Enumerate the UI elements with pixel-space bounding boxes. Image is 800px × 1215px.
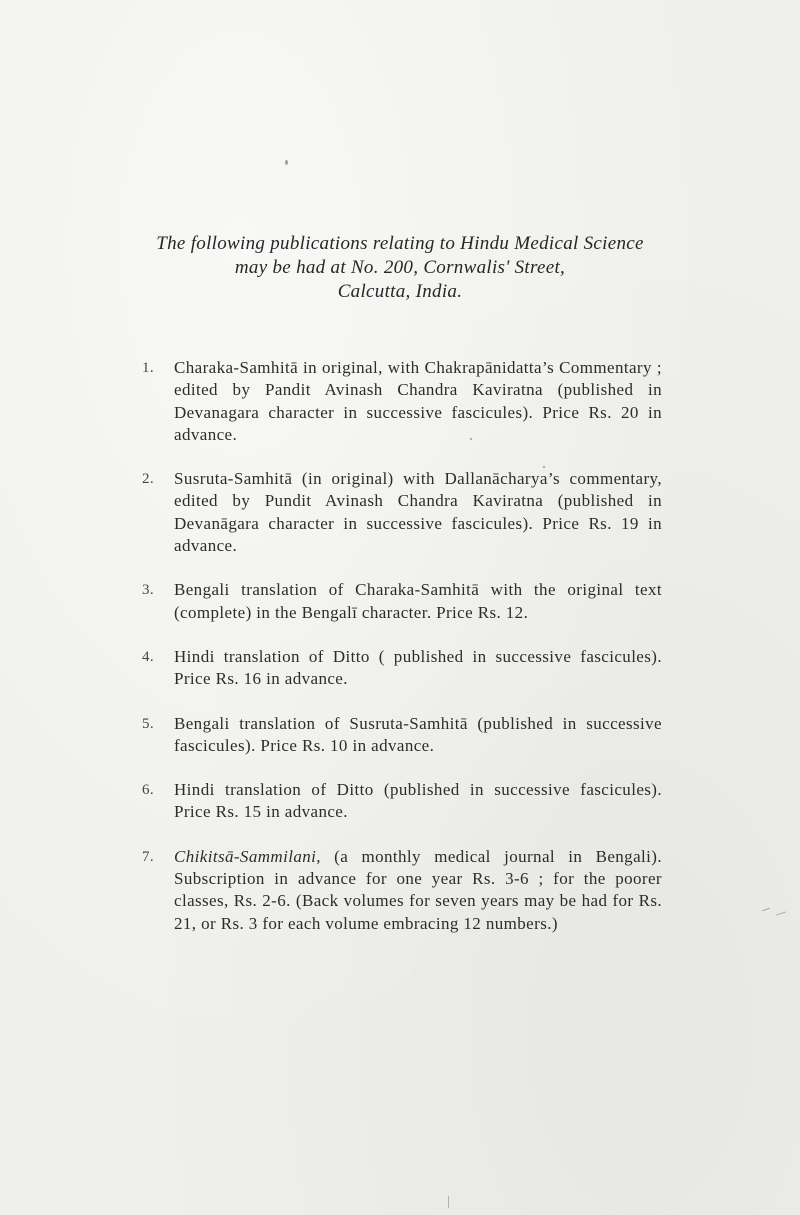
heading-line-1: The following publications relating to Hindu Medical Science bbox=[156, 233, 644, 254]
heading-line-2: may be had at No. 200, Cornwalis' Street, bbox=[234, 257, 566, 278]
publication-item bbox=[142, 779, 662, 824]
item-text: Bengali translation of Susruta-Samhitā (published in successive fascicules). Price Rs. 10 in advance. bbox=[174, 713, 662, 755]
publication-item bbox=[142, 646, 662, 691]
journal-description: (a monthly medical journal in Bengali). Subscription in advance for one year Rs. 3-6 ; for the poorer classes, Rs. 2-6. (Back volumes for seven years may be had for Rs. 21, or Rs. 3 for each volume embracing 12 numbers.) bbox=[174, 846, 662, 933]
publication-item bbox=[142, 468, 662, 557]
publications-heading bbox=[100, 232, 700, 304]
item-number: 3. bbox=[142, 582, 155, 599]
item-text: Susruta-Samhitā (in original) with Dallanācharya’s commentary, edited by Pundit Avinash Chandra Kaviratna (published in Devanāgara character in successive fascicules). Price Rs. 19 in advance. bbox=[174, 469, 662, 556]
item-number: 2. bbox=[142, 471, 155, 488]
bottom-tick bbox=[448, 1196, 449, 1208]
item-number: 4. bbox=[142, 648, 155, 665]
heading-line-3: Calcutta, India. bbox=[337, 281, 463, 302]
item-number: 7. bbox=[142, 848, 155, 865]
item-number: 5. bbox=[142, 715, 155, 732]
item-text: Charaka-Samhitā in original, with Chakrapānidatta’s Commentary ; edited by Pandit Avinash Chandra Kaviratna (published in Devanagara character in successive fascicules). Price Rs. 20 in advance. bbox=[174, 358, 662, 444]
publication-item bbox=[142, 846, 662, 935]
publication-item bbox=[142, 713, 662, 758]
ink-speck bbox=[285, 160, 288, 165]
publication-item bbox=[142, 579, 662, 624]
publication-item bbox=[142, 357, 662, 446]
journal-title: Chikitsā-Sammilani, bbox=[174, 846, 321, 866]
edge-mark bbox=[760, 905, 796, 919]
item-text: Hindi translation of Ditto (published in successive fascicules). Price Rs. 15 in advance. bbox=[174, 780, 662, 822]
publications-list bbox=[142, 357, 662, 957]
item-text: Hindi translation of Ditto ( published in successive fascicules). Price Rs. 16 in advance. bbox=[174, 646, 662, 689]
item-text bbox=[174, 846, 662, 935]
item-text: Bengali translation of Charaka-Samhitā with the original text (complete) in the Bengalī character. Price Rs. 12. bbox=[174, 580, 662, 622]
item-number: 1. bbox=[142, 360, 155, 376]
item-number: 6. bbox=[142, 782, 155, 799]
